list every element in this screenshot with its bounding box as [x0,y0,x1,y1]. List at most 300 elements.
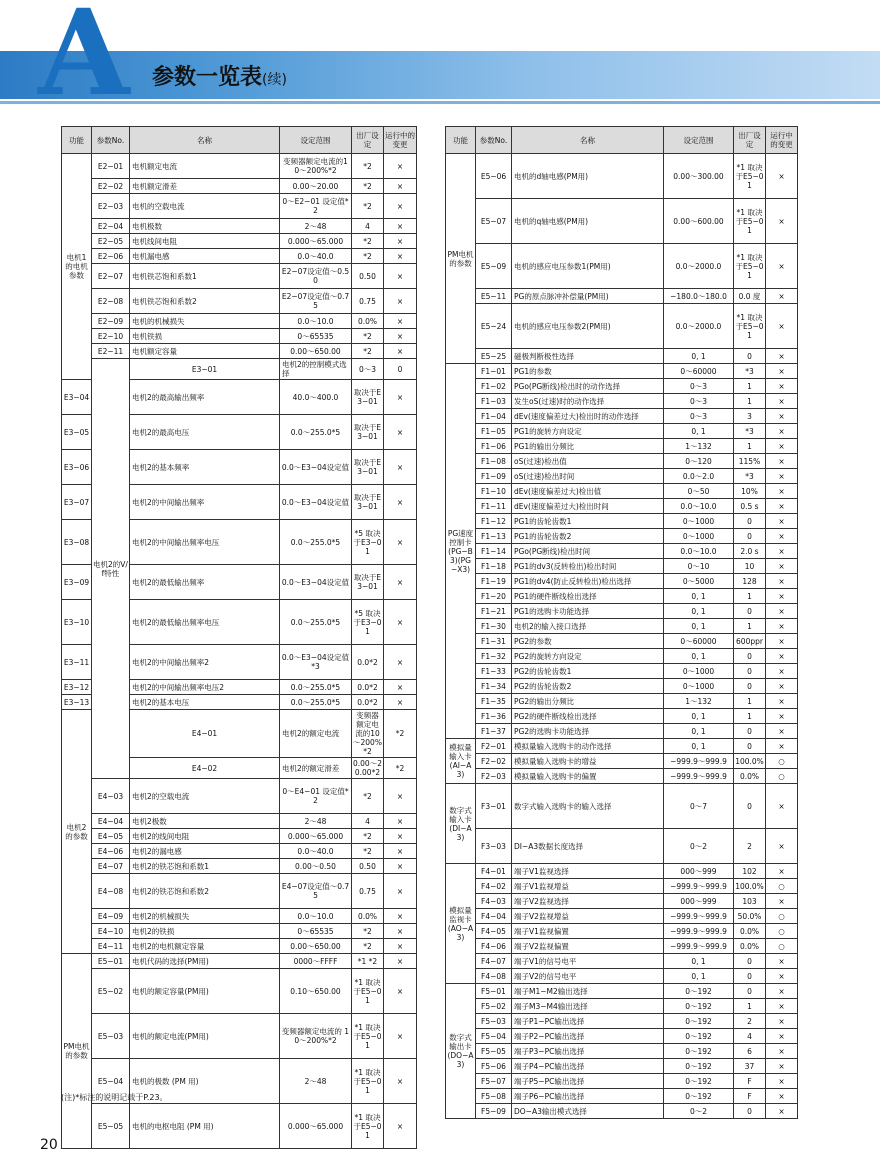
change-cell: × [766,364,798,379]
param-name-cell: 端子V1的信号电平 [512,954,664,969]
default-cell: 0.0 度 [734,289,766,304]
param-no-cell: E4−07 [92,859,130,874]
default-cell: *2 [352,179,384,194]
param-name-cell: PG1的旋转方向设定 [512,424,664,439]
param-name-cell: 电机的空载电流 [130,194,280,219]
param-no-cell: E3−09 [62,565,92,600]
param-no-cell: F4−07 [476,954,512,969]
range-cell: 0.000～65.000 [280,234,352,249]
change-cell: × [766,1074,798,1089]
param-no-cell: F4−05 [476,924,512,939]
table-row [62,859,417,874]
table-row [62,359,417,380]
range-cell: 0～5000 [664,574,734,589]
param-no-cell: F1−06 [476,439,512,454]
param-no-cell: F1−12 [476,514,512,529]
range-cell: 0.000～65.000 [280,1104,352,1149]
col-default: 出厂设定 [734,127,766,154]
table-row [446,634,798,649]
table-header-row [446,127,798,154]
range-cell: 0.0～E3−04设定值 [280,450,352,485]
param-name-cell: 模拟量输入选购卡的偏置 [512,769,664,784]
default-cell: F [734,1089,766,1104]
page-title-suffix: (续) [262,72,287,88]
table-row [446,679,798,694]
param-no-cell: F1−13 [476,529,512,544]
param-no-cell: F4−08 [476,969,512,984]
param-no-cell: F2−02 [476,754,512,769]
change-cell: × [766,544,798,559]
range-cell: −999.9～999.9 [664,924,734,939]
range-cell: 0～120 [664,454,734,469]
range-cell: 0.0～2.0 [664,469,734,484]
range-cell: 0.0～2000.0 [664,244,734,289]
range-cell: 0.0～E3−04设定值*3 [280,645,352,680]
param-no-cell: E4−03 [92,779,130,814]
range-cell: E2−07设定值～0.75 [280,289,352,314]
param-name-cell: PG的原点脉冲补偿量(PM用) [512,289,664,304]
range-cell: 0, 1 [664,739,734,754]
col-range: 设定范围 [280,127,352,154]
param-no-cell: E4−09 [92,909,130,924]
range-cell: 0000～FFFF [280,954,352,969]
range-cell: 0, 1 [664,724,734,739]
param-no-cell: E4−05 [92,829,130,844]
col-param-no: 参数No. [92,127,130,154]
default-cell: *1 取决于E5−01 [352,969,384,1014]
range-cell: 0, 1 [664,424,734,439]
param-no-cell: F1−11 [476,499,512,514]
param-name-cell: 电机2的铁芯饱和系数2 [130,874,280,909]
param-no-cell: F4−06 [476,939,512,954]
change-cell: × [766,304,798,349]
range-cell: −180.0～180.0 [664,289,734,304]
param-no-cell: F5−07 [476,1074,512,1089]
range-cell: 0.0～10.0 [280,314,352,329]
change-cell: × [766,514,798,529]
default-cell: 0.0*2 [352,680,384,695]
change-cell: × [766,349,798,364]
change-cell: × [384,565,417,600]
table-row [446,769,798,784]
table-row [62,954,417,969]
param-no-cell: F1−04 [476,409,512,424]
range-cell: 0.00～0.50 [280,859,352,874]
range-cell: 2～48 [280,219,352,234]
default-cell: 取决于E3−01 [352,380,384,415]
param-name-cell: dEv(速度偏差过大)检出时的动作选择 [512,409,664,424]
range-cell: 0.0～255.0*5 [280,415,352,450]
range-cell: 0.10～650.00 [280,969,352,1014]
param-name-cell: 电机额定容量 [130,344,280,359]
param-name-cell: 电机的额定电流(PM用) [130,1014,280,1059]
range-cell: 0～E4−01 设定值*2 [280,779,352,814]
table-row [446,409,798,424]
default-cell: *2 [352,829,384,844]
param-name-cell: 磁极判断极性选择 [512,349,664,364]
param-no-cell: F5−06 [476,1059,512,1074]
table-row [62,779,417,814]
change-cell: × [766,394,798,409]
default-cell: 0 [734,724,766,739]
table-row [446,664,798,679]
table-row [446,784,798,829]
default-cell: 0.50 [352,264,384,289]
default-cell: 取决于E3−01 [352,565,384,600]
default-cell: 0.50 [352,859,384,874]
change-cell: × [766,154,798,199]
range-cell: 0～192 [664,1014,734,1029]
param-name-cell: 端子P6−PC输出选择 [512,1089,664,1104]
param-name-cell: PG1的选购卡功能选择 [512,604,664,619]
change-cell: × [766,649,798,664]
table-row [62,829,417,844]
range-cell: 0～1000 [664,679,734,694]
default-cell: 100.0% [734,754,766,769]
default-cell: 102 [734,864,766,879]
param-name-cell: PG2的输出分频比 [512,694,664,709]
param-no-cell: F5−09 [476,1104,512,1119]
range-cell: 0.0～E3−04设定值 [280,565,352,600]
range-cell: 0～192 [664,984,734,999]
param-name-cell: 端子V2监视选择 [512,894,664,909]
function-group-cell: 模拟量输入卡 (AI−A3) [446,739,476,784]
param-name-cell: 端子P5−PC输出选择 [512,1074,664,1089]
change-cell: × [766,454,798,469]
param-no-cell: F5−02 [476,999,512,1014]
range-cell: 0.0～40.0 [280,249,352,264]
function-group-cell: PM电机的参数 [62,954,92,1149]
default-cell: *2 [352,194,384,219]
range-cell: −999.9～999.9 [664,939,734,954]
change-cell: × [766,289,798,304]
param-name-cell: 电机2的铁芯饱和系数1 [130,859,280,874]
default-cell: 1 [734,709,766,724]
change-cell: × [766,604,798,619]
default-cell: 37 [734,1059,766,1074]
default-cell: *1 *2 [352,954,384,969]
param-no-cell: F1−32 [476,649,512,664]
table-row [62,969,417,1014]
default-cell: 0 [734,649,766,664]
table-row [446,289,798,304]
param-no-cell: E2−07 [92,264,130,289]
table-row [62,219,417,234]
param-no-cell: E5−07 [476,199,512,244]
default-cell: 0.0*2 [352,695,384,710]
param-name-cell: 电机的q轴电感(PM用) [512,199,664,244]
param-no-cell: F1−09 [476,469,512,484]
range-cell: 0, 1 [664,969,734,984]
default-cell: 0 [734,604,766,619]
default-cell: 600ppr [734,634,766,649]
param-name-cell: PG2的齿轮齿数2 [512,679,664,694]
table-row [62,1104,417,1149]
param-name-cell: 端子M1−M2输出选择 [512,984,664,999]
default-cell: 6 [734,1044,766,1059]
param-name-cell: 电机2的中间输出频率2 [130,645,280,680]
table-row [446,529,798,544]
param-name-cell: 电机额定滑差 [130,179,280,194]
param-name-cell: 端子V2监视偏置 [512,939,664,954]
param-name-cell: 电机的d轴电感(PM用) [512,154,664,199]
change-cell: × [384,234,417,249]
col-change: 运行中的变更 [384,127,417,154]
table-row [446,394,798,409]
param-no-cell: F4−03 [476,894,512,909]
param-name-cell: PG1的dv4(防止反转检出)检出选择 [512,574,664,589]
change-cell: × [766,499,798,514]
range-cell: 0～1000 [664,664,734,679]
param-name-cell: PG2的参数 [512,634,664,649]
param-no-cell: E5−04 [92,1059,130,1104]
param-no-cell: F3−03 [476,829,512,864]
section-letter: A [38,0,130,122]
param-no-cell: E2−09 [92,314,130,329]
page-title [152,60,287,91]
range-cell: 0, 1 [664,649,734,664]
change-cell: ○ [766,879,798,894]
table-row [446,739,798,754]
default-cell: 1 [734,999,766,1014]
function-group-cell: 数字式输出卡 (DO−A3) [446,984,476,1119]
change-cell: × [384,779,417,814]
change-cell: × [384,154,417,179]
param-no-cell: E4−08 [92,874,130,909]
parameter-table-left [61,126,417,1149]
param-no-cell: F1−36 [476,709,512,724]
param-name-cell: 电机的感应电压参数2(PM用) [512,304,664,349]
range-cell: 2～48 [280,814,352,829]
param-no-cell: E3−01 [130,359,280,380]
table-row [446,589,798,604]
range-cell: 0.0～40.0 [280,844,352,859]
change-cell: × [384,924,417,939]
table-row [446,879,798,894]
default-cell: 128 [734,574,766,589]
range-cell: −999.9～999.9 [664,769,734,784]
param-no-cell: F5−01 [476,984,512,999]
change-cell: × [384,219,417,234]
param-no-cell: E5−09 [476,244,512,289]
default-cell: 1 [734,379,766,394]
default-cell: 0 [734,664,766,679]
range-cell: 0～60000 [664,634,734,649]
default-cell: 1 [734,394,766,409]
param-name-cell: 电机的额定容量(PM用) [130,969,280,1014]
default-cell: 0.0% [352,909,384,924]
param-name-cell: 电机2的最高电压 [130,415,280,450]
param-name-cell: 电机铁损 [130,329,280,344]
param-no-cell: F1−02 [476,379,512,394]
default-cell: *1 取决于E5−01 [352,1059,384,1104]
change-cell: ○ [766,754,798,769]
range-cell: 0, 1 [664,589,734,604]
param-no-cell: F3−01 [476,784,512,829]
range-cell: 0.0～E3−04设定值 [280,485,352,520]
table-row [446,649,798,664]
param-no-cell: E5−06 [476,154,512,199]
change-cell: × [766,1044,798,1059]
param-no-cell: E3−13 [62,695,92,710]
param-no-cell: E2−11 [92,344,130,359]
table-row [62,264,417,289]
param-name-cell: 电机2极数 [130,814,280,829]
default-cell: 4 [734,1029,766,1044]
table-row [446,709,798,724]
range-cell: 0～192 [664,1074,734,1089]
change-cell: × [384,844,417,859]
param-no-cell: E2−08 [92,289,130,314]
range-cell: 0～3 [352,359,384,380]
default-cell: *2 [352,154,384,179]
param-no-cell: F5−05 [476,1044,512,1059]
param-name-cell: 电机的感应电压参数1(PM用) [512,244,664,289]
table-row [62,249,417,264]
param-no-cell: E3−04 [62,380,92,415]
default-cell: *2 [352,939,384,954]
param-name-cell: PGo(PG断线)检出时间 [512,544,664,559]
default-cell: *3 [734,424,766,439]
default-cell: 0 [734,969,766,984]
param-name-cell: 端子M3−M4输出选择 [512,999,664,1014]
default-cell: *1 取决于E5−01 [734,304,766,349]
param-name-cell: PG1的齿轮齿数1 [512,514,664,529]
default-cell: 4 [352,814,384,829]
table-row [446,909,798,924]
param-no-cell: E5−25 [476,349,512,364]
table-row [62,814,417,829]
change-cell: × [384,695,417,710]
default-cell: *2 [384,758,417,779]
change-cell: × [384,520,417,565]
col-name: 名称 [130,127,280,154]
default-cell: *2 [352,234,384,249]
range-cell: 0.00～300.00 [664,154,734,199]
default-cell: *1 取决于E5−01 [352,1104,384,1149]
table-row [446,439,798,454]
col-function: 功能 [62,127,92,154]
default-cell: 2.0 s [734,544,766,559]
param-name-cell: 电机2的最高输出频率 [130,380,280,415]
range-cell: 0～192 [664,999,734,1014]
table-row [62,874,417,909]
param-name-cell: 模拟量输入选购卡的增益 [512,754,664,769]
range-cell: 0～3 [664,394,734,409]
range-cell: 0, 1 [664,349,734,364]
range-cell: −999.9～999.9 [664,879,734,894]
range-cell: 0.0～255.0*5 [280,680,352,695]
param-name-cell: PG2的硬件断线检出选择 [512,709,664,724]
change-cell: × [766,619,798,634]
param-name-cell: 端子P1−PC输出选择 [512,1014,664,1029]
change-cell: × [766,484,798,499]
function-group-cell: 电机2的参数 [62,710,92,954]
table-row [446,454,798,469]
default-cell: 0 [734,1104,766,1119]
param-no-cell: F5−08 [476,1089,512,1104]
change-cell: × [384,1104,417,1149]
param-name-cell: PG1的硬件断线检出选择 [512,589,664,604]
range-cell: 0, 1 [664,604,734,619]
default-cell: *1 取决于E5−01 [734,199,766,244]
param-no-cell: F1−33 [476,664,512,679]
range-cell: 0～2 [664,1104,734,1119]
change-cell: × [766,999,798,1014]
default-cell: *2 [352,329,384,344]
function-group-cell: PG速度控制卡 (PG−B3)(PG−X3) [446,364,476,739]
range-cell: 0～192 [664,1089,734,1104]
change-cell: ○ [766,769,798,784]
range-cell: 0～65535 [280,329,352,344]
change-cell: × [766,784,798,829]
range-cell: 0～10 [664,559,734,574]
param-name-cell: PG1的参数 [512,364,664,379]
default-cell: *2 [352,779,384,814]
default-cell: 1 [734,439,766,454]
table-row [446,724,798,739]
default-cell: *3 [734,364,766,379]
default-cell: F [734,1074,766,1089]
change-cell: × [384,600,417,645]
change-cell: × [766,574,798,589]
default-cell: *2 [352,249,384,264]
param-no-cell: E3−10 [62,600,92,645]
param-name-cell: 电机代码的选择(PM用) [130,954,280,969]
table-row [446,969,798,984]
change-cell: × [766,424,798,439]
range-cell: 0.0～10.0 [280,909,352,924]
range-cell: 0～2 [664,829,734,864]
table-row [446,484,798,499]
default-cell: 1 [734,694,766,709]
change-cell: × [384,909,417,924]
change-cell: × [766,1059,798,1074]
change-cell: × [766,724,798,739]
param-no-cell: F1−37 [476,724,512,739]
param-no-cell: E3−11 [62,645,92,680]
table-row [62,194,417,219]
range-cell: 0～192 [664,1044,734,1059]
default-cell: 100.0% [734,879,766,894]
table-row [62,939,417,954]
default-cell: 10% [734,484,766,499]
table-row [446,864,798,879]
range-cell: 0～3 [664,379,734,394]
param-no-cell: E3−06 [62,450,92,485]
range-cell: 0.0～10.0 [664,499,734,514]
footnote: (注)*标注的说明记载于P.23。 [61,1093,168,1102]
param-no-cell: F4−04 [476,909,512,924]
param-name-cell: 电机2的基本电压 [130,695,280,710]
range-cell: 0.0～255.0*5 [280,695,352,710]
change-cell: × [766,469,798,484]
change-cell: × [384,249,417,264]
param-no-cell: E4−04 [92,814,130,829]
range-cell: −999.9～999.9 [664,909,734,924]
param-no-cell: F5−03 [476,1014,512,1029]
range-cell: 0.0～10.0 [664,544,734,559]
default-cell: *5 取决于E3−01 [352,520,384,565]
param-no-cell: E3−05 [62,415,92,450]
default-cell: 0 [734,739,766,754]
table-row [446,379,798,394]
change-cell: × [384,289,417,314]
default-cell: 0.0% [734,769,766,784]
function-group-cell: 数字式输入卡 (DI−A3) [446,784,476,864]
table-row [62,314,417,329]
default-cell: 3 [734,409,766,424]
